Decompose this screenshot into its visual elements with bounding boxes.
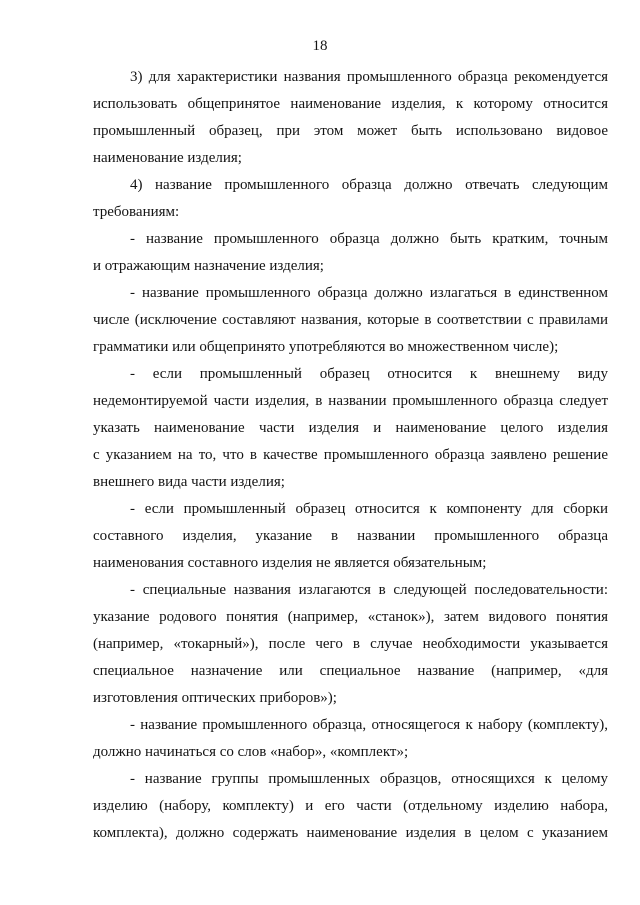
text-line: 3) для характеристики названия промышленного образца рекомендуется	[130, 69, 608, 85]
text-line: изделию (набору, комплекту) и его части (отдельному изделию набора,	[93, 798, 608, 814]
text-line: требованиям:	[93, 204, 180, 220]
text-line: - название группы промышленных образцов, относящихся к целому	[130, 771, 608, 787]
text-line: - название промышленного образца должно быть кратким, точным	[130, 231, 608, 247]
text-line: внешнего вида части изделия;	[93, 474, 285, 490]
text-line: и отражающим назначение изделия;	[93, 258, 324, 274]
text-line: (например, «токарный»), после чего в случае необходимости указывается	[93, 636, 608, 652]
text-line: с указанием на то, что в качестве промышленного образца заявлено решение	[93, 447, 608, 463]
text-line: наименования составного изделия не является обязательным;	[93, 555, 487, 571]
text-line: комплекта), должно содержать наименование изделия в целом с указанием	[93, 825, 608, 841]
page-number: 18	[312, 38, 328, 54]
text-line: - если промышленный образец относится к компоненту для сборки	[130, 501, 608, 517]
text-line: изготовления оптических приборов»);	[93, 690, 337, 706]
text-line: специальное назначение или специальное название (например, «для	[93, 663, 608, 679]
text-line: наименование изделия;	[93, 150, 242, 166]
text-line: должно начинаться со слов «набор», «комплект»;	[93, 744, 409, 760]
text-line: 4) название промышленного образца должно отвечать следующим	[130, 177, 608, 193]
text-line: использовать общепринятое наименование изделия, к которому относится	[93, 96, 608, 112]
text-line: числе (исключение составляют названия, которые в соответствии с правилами	[93, 312, 608, 328]
text-line: - название промышленного образца, относящегося к набору (комплекту),	[130, 717, 608, 733]
text-line: составного изделия, указание в названии промышленного образца	[93, 528, 608, 544]
text-line: указать наименование части изделия и наименование целого изделия	[93, 420, 608, 436]
text-line: - специальные названия излагаются в следующей последовательности:	[130, 582, 608, 598]
text-line: недемонтируемой части изделия, в названии промышленного образца следует	[93, 393, 608, 409]
text-line: промышленный образец, при этом может быть использовано видовое	[93, 123, 608, 139]
text-line: - название промышленного образца должно излагаться в единственном	[130, 285, 608, 301]
text-line: грамматики или общепринято употребляются во множественном числе);	[93, 339, 559, 355]
text-line: - если промышленный образец относится к внешнему виду	[130, 366, 608, 382]
text-line: указание родового понятия (например, «станок»), затем видового понятия	[93, 609, 608, 625]
